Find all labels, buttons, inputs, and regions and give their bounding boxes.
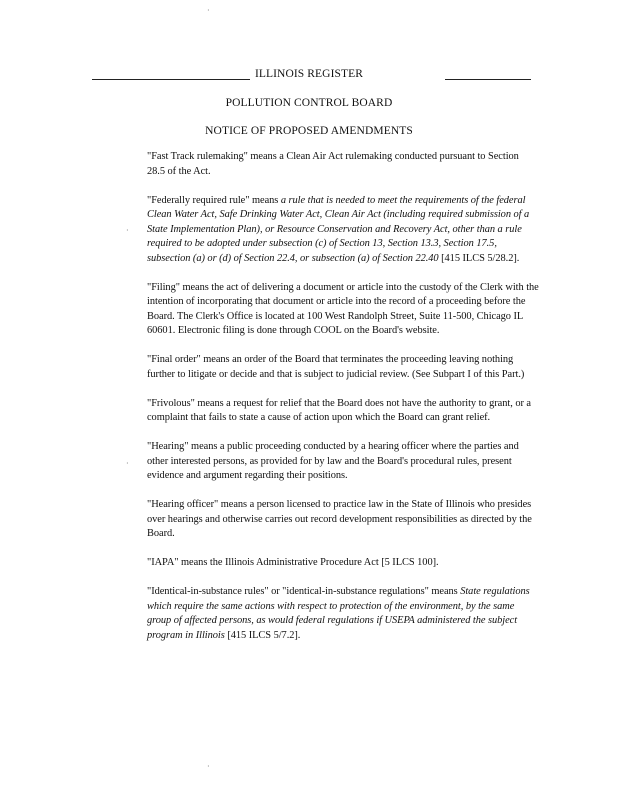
scan-speck: ·	[207, 762, 210, 771]
definition-paragraph	[147, 498, 539, 542]
statutory-quote-text: a rule that is needed to meet the requirements of the federal Clean Water Act, Safe Drinking Water Act, Clean Air Act (including required submission of a State Implementation Plan), or Resource Conservation and Recovery Act, other than a rule required to be adopted under subsection (c) of Section 13, Section 13.3, Section 17.5, subsection (a) or (d) of Section 22.4, or subsection (a) of Section 22.40	[147, 194, 530, 264]
definition-text: "Filing" means the act of delivering a document or article into the custody of the Clerk with the intention of incorporating that document or article into the record of a proceeding before the Board. The Clerk's Office is located at 100 West Randolph Street, Suite 11-500, Chicago IL 60601. Electronic filing is done through COOL on the Board's website.	[147, 281, 539, 336]
definition-paragraph	[147, 150, 539, 179]
definition-paragraph	[147, 353, 539, 382]
definition-text: "Final order" means an order of the Board that terminates the proceeding leaving nothing further to litigate or decide and that is subject to judicial review. (See Subpart I of this Part.)	[147, 354, 525, 380]
definition-text: "Fast Track rulemaking" means a Clean Air Act rulemaking conducted pursuant to Section 28.5 of the Act.	[147, 151, 519, 177]
scan-speck: ·	[207, 6, 210, 15]
definition-text: "IAPA" means the Illinois Administrative Procedure Act [5 ILCS 100].	[147, 557, 439, 568]
definition-text: "Identical-in-substance rules" or "identical-in-substance regulations" means	[147, 586, 461, 597]
scan-speck: ·	[126, 459, 129, 468]
definition-text: [415 ILCS 5/28.2].	[438, 252, 520, 264]
definition-paragraph	[147, 194, 539, 267]
scan-speck: ·	[126, 226, 129, 235]
definition-text: [415 ILCS 5/7.2].	[224, 629, 301, 641]
definition-paragraph	[147, 556, 539, 571]
statutory-quote-text: State regulations which require the same actions with respect to protection of the environment, by the same group of affected persons, as would federal regulations if USEPA administered the subject program in Illinois	[147, 586, 530, 641]
definition-text: "Federally required rule" means	[147, 194, 281, 206]
register-title: ILLINOIS REGISTER	[254, 68, 364, 80]
board-title: POLLUTION CONTROL BOARD	[225, 97, 393, 109]
definition-paragraph	[147, 585, 539, 643]
definition-text: "Hearing" means a public proceeding conducted by a hearing officer where the parties and other interested persons, as provided for by law and the Board's procedural rules, present evidence and argument regarding their positions.	[147, 441, 519, 481]
definition-text: "Frivolous" means a request for relief that the Board does not have the authority to grant, or a complaint that fails to state a cause of action upon which the Board can grant relief.	[147, 397, 531, 423]
notice-title: NOTICE OF PROPOSED AMENDMENTS	[205, 125, 413, 137]
definition-text: "Hearing officer" means a person licensed to practice law in the State of Illinois who presides over hearings and otherwise carries out record development responsibilities as directed by the Board.	[147, 499, 532, 539]
definition-paragraph	[147, 397, 539, 426]
definition-paragraph	[147, 440, 539, 484]
definitions-body	[147, 150, 539, 643]
definition-paragraph	[147, 281, 539, 339]
